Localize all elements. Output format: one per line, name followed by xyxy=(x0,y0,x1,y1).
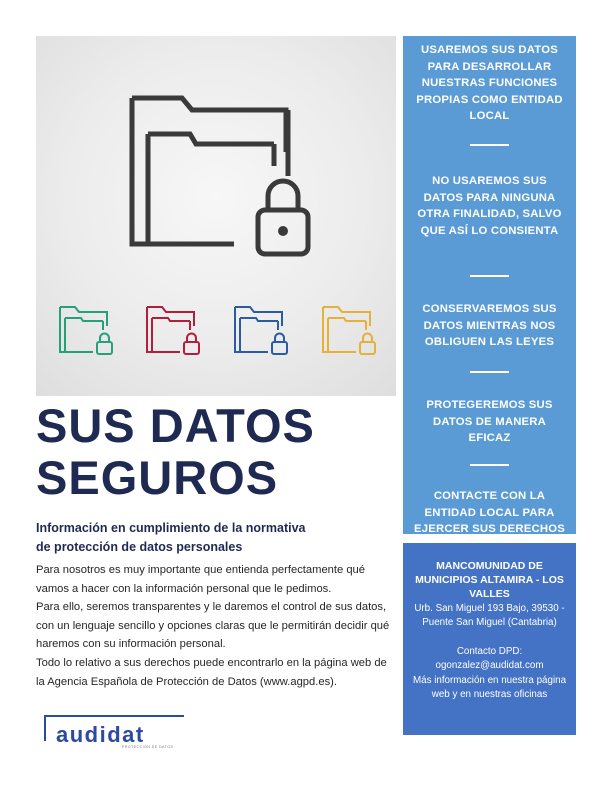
statement-2: NO USAREMOS SUS DATOS PARA NINGUNA OTRA FINALIDAD, SALVO QUE ASÍ LO CONSIENTA xyxy=(417,175,562,237)
subtitle xyxy=(36,519,396,557)
statements-panel xyxy=(403,36,576,534)
contact-box xyxy=(403,543,576,735)
logo-mark xyxy=(44,715,46,741)
statement-4: PROTEGEREMOS SUS DATOS DE MANERA EFICAZ xyxy=(426,399,553,445)
body-paragraph-2: Para ello, seremos transparentes y le daremos el control de sus datos, con un lenguaje sencillo y opciones claras que le permitirán decidir qué haremos con su información personal. xyxy=(36,601,390,651)
page-title xyxy=(36,400,396,504)
folder-lock-icon-yellow xyxy=(320,304,380,356)
statement-5: CONTACTE CON LA ENTIDAD LOCAL PARA EJERCER SUS DERECHOS xyxy=(414,490,565,536)
separator xyxy=(470,144,509,146)
title-line-1: SUS DATOS xyxy=(36,399,315,452)
contact-dpd: Contacto DPD: ogonzalez@audidat.com xyxy=(435,646,544,672)
contact-address: Urb. San Miguel 193 Bajo, 39530 - Puente San Miguel (Cantabria) xyxy=(414,603,565,629)
contact-more-info: Más información en nuestra página web y en nuestras oficinas xyxy=(412,675,567,701)
logo-tagline: PROTECCIÓN DE DATOS xyxy=(122,745,174,749)
title-line-2: SEGUROS xyxy=(36,451,279,504)
logo-wordmark: audidat xyxy=(56,722,145,747)
folder-lock-icon-green xyxy=(57,304,117,356)
subtitle-line-1: Información en cumplimiento de la normativa xyxy=(36,521,306,535)
folder-lock-icon-blue xyxy=(232,304,292,356)
statement-1: USAREMOS SUS DATOS PARA DESARROLLAR NUESTRAS FUNCIONES PROPIAS COMO ENTIDAD LOCAL xyxy=(416,44,563,123)
logo-mark-line xyxy=(44,715,184,717)
subtitle-line-2: de protección de datos personales xyxy=(36,540,243,554)
audidat-logo xyxy=(44,713,194,753)
separator xyxy=(470,275,509,277)
body-paragraph-3: Todo lo relativo a sus derechos puede encontrarlo en la página web de la Agencia Española de Protección de Datos (www.agpd.es). xyxy=(36,657,387,688)
contact-entity-name: MANCOMUNIDAD DE MUNICIPIOS ALTAMIRA - LOS VALLES xyxy=(415,560,564,601)
hero-image xyxy=(36,36,396,396)
body-paragraph-1: Para nosotros es muy importante que entienda perfectamente qué vamos a hacer con la información personal que le pedimos. xyxy=(36,564,365,595)
separator xyxy=(470,371,509,373)
statement-3: CONSERVAREMOS SUS DATOS MIENTRAS NOS OBLIGUEN LAS LEYES xyxy=(422,303,557,349)
separator xyxy=(470,464,509,466)
folder-lock-icon-red xyxy=(144,304,204,356)
folder-lock-icon xyxy=(116,86,316,266)
